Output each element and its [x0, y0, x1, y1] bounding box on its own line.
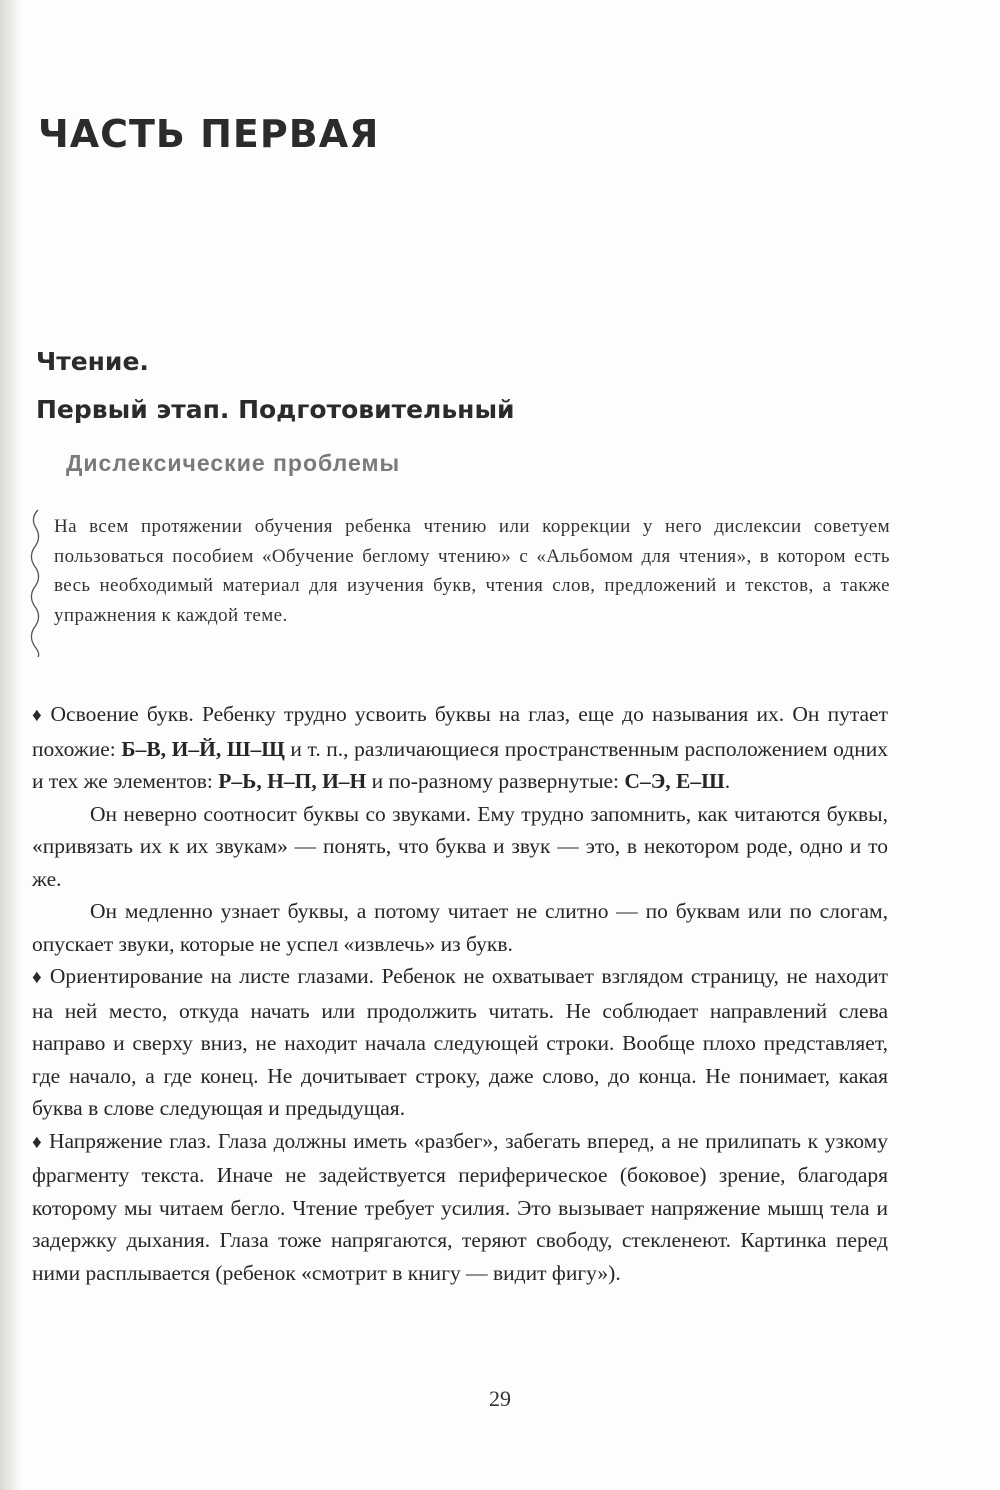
text-run: и т. п., различающиеся пространственным расположением одних и тех же элементов:	[32, 736, 888, 793]
paragraph-sounds: Он неверно соотносит буквы со звуками. Ему трудно запомнить, как читаются буквы, «привязать их к их звукам» — понять, что буква и звук — это, в некотором роде, одно и то же.	[32, 801, 888, 891]
page-edge-shadow	[0, 0, 22, 1490]
section-title: Дислексические проблемы	[66, 450, 401, 476]
text-run: и по-разному развернутые:	[366, 769, 625, 793]
text-run: Напряжение глаз. Глаза должны иметь «разбег», забегать вперед, а не прилипать к узкому фрагменту текста. Иначе не задействуется периферическое (боковое) зрение, благодаря которому мы читаем бегло. Чтение требует усилия. Это вызывает напряжение мышц тела и задержку дыхания. Глаза тоже напрягаются, теряют свободу, стекленеют. Картинка перед ними расплывается (ребенок «смотрит в книгу — видит фигу»).	[32, 1128, 888, 1285]
main-text	[32, 698, 888, 1289]
chapter-title	[36, 338, 515, 434]
chapter-title-line1: Чтение.	[36, 347, 149, 376]
paragraph-letters	[32, 698, 888, 798]
paragraph-orientation	[32, 960, 888, 1125]
text-run: .	[724, 769, 731, 793]
text-run: Освоение букв. Ребенку трудно усвоить буквы на глаз, еще до называния их. Он путает похожие:	[32, 702, 888, 761]
paragraph-slow: Он медленно узнает буквы, а потому читает не слитно — по буквам или по слогам, опускает звуки, которые не успел «извлечь» из букв.	[32, 899, 888, 956]
paragraph-eye-strain	[32, 1125, 888, 1290]
diamond-bullet-icon: ♦	[32, 967, 44, 988]
note-box: На всем протяжении обучения ребенка чтению или коррекции у него дислексии советуем пользоваться пособием «Обучение беглому чтению» с «Альбомом для чтения», в котором есть весь необходимый материал для изучения букв, чтения слов, предложений и текстов, а также упражнения к каждой теме.	[54, 516, 890, 626]
diamond-bullet-icon: ♦	[32, 1131, 43, 1153]
page-number: 29	[489, 1386, 511, 1411]
letters-pair-group: Б–В, И–Й, Ш–Щ	[121, 736, 285, 761]
part-title: ЧАСТЬ ПЕРВАЯ	[38, 112, 380, 156]
letters-pair-group: Р–Ь, Н–П, И–Н	[218, 769, 367, 793]
letters-pair-group: С–Э, Е–Ш	[624, 769, 725, 793]
text-run: Ориентирование на листе глазами. Ребенок не охватывает взглядом страницу, не находит на ней место, откуда начать или продолжить читать. Не соблюдает направлений слева направо и сверху вниз, не находит начала следующей строки. Вообще плохо представляет, где начало, а где конец. Не дочитывает строку, даже слово, до конца. Не понимает, какая буква в слове следующая и предыдущая.	[32, 964, 889, 1120]
note-bracket-decoration	[26, 508, 46, 658]
diamond-bullet-icon: ♦	[32, 705, 45, 726]
chapter-title-line2: Первый этап. Подготовительный	[36, 395, 515, 424]
